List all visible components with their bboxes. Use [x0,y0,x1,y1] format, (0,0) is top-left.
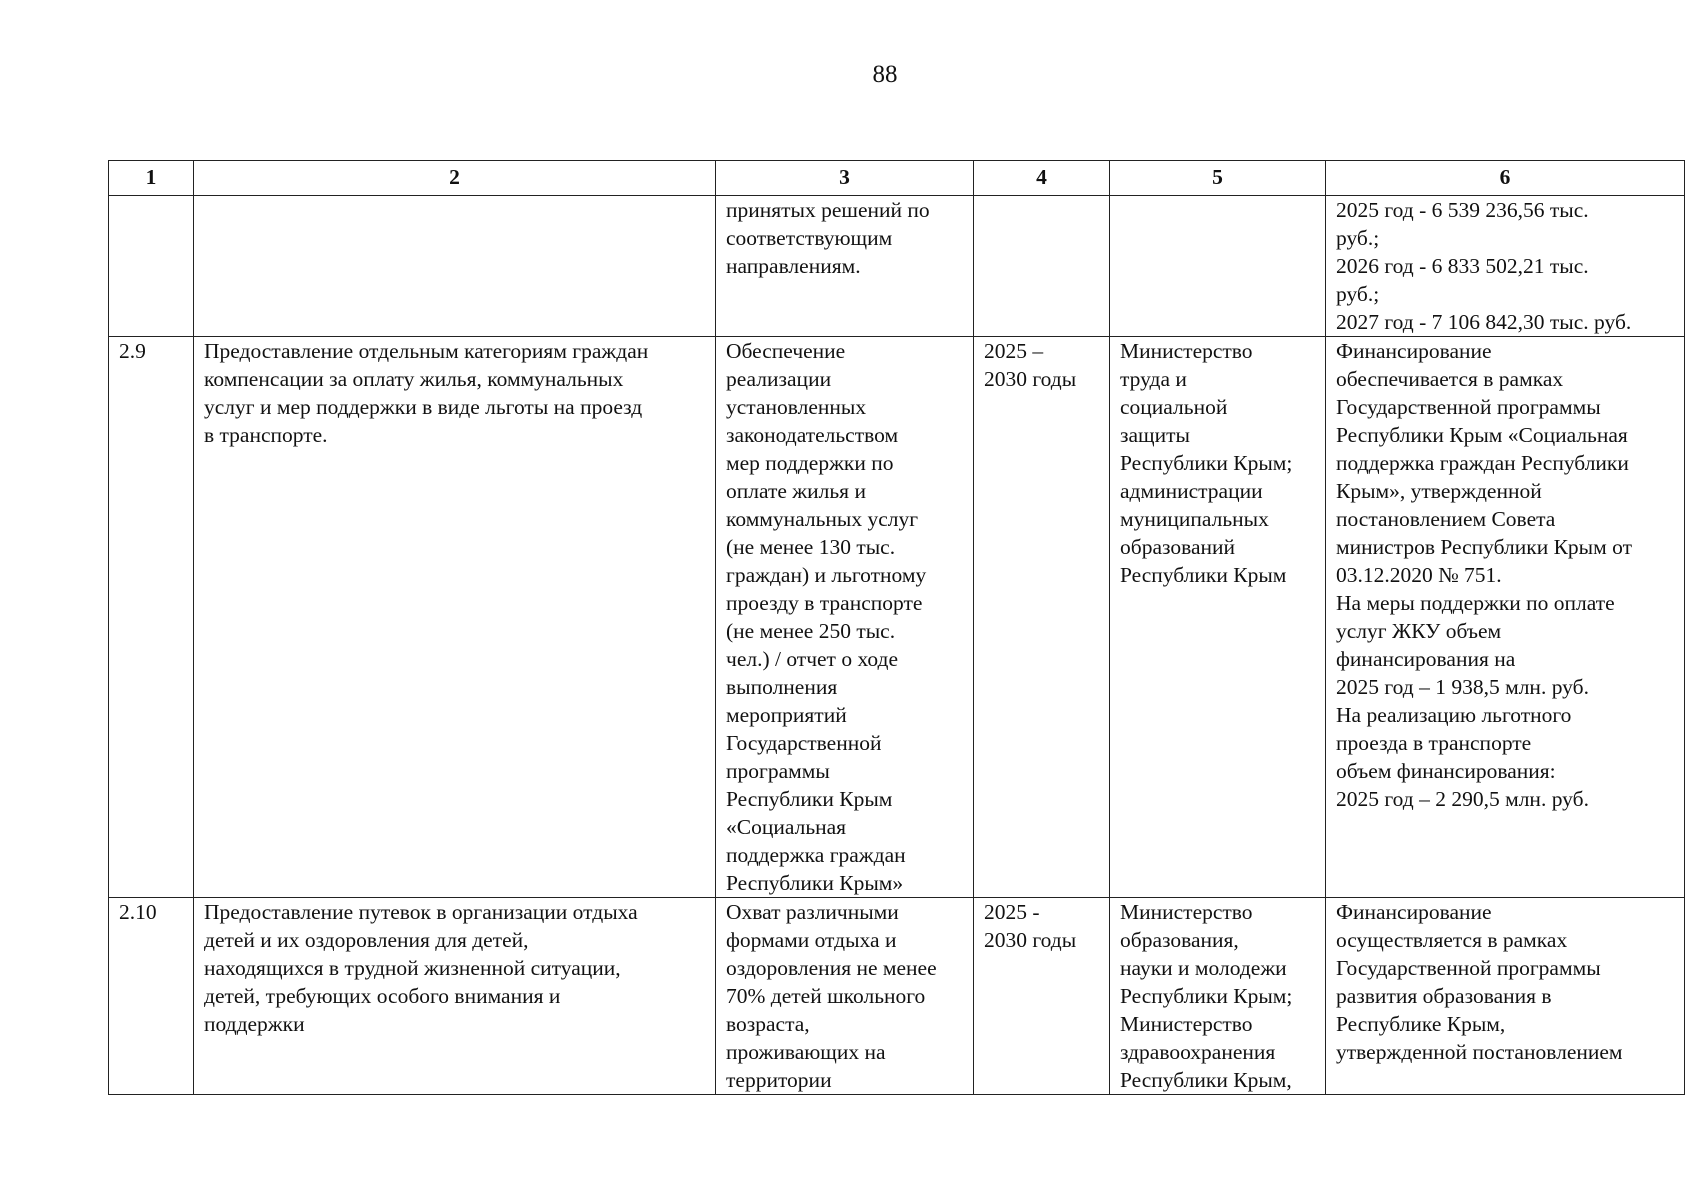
row-number [109,196,194,337]
financing-cell: 2025 год - 6 539 236,56 тыс. руб.; 2026 год - 6 833 502,21 тыс. руб.; 2027 год - 7 106 842,30 тыс. руб. [1326,196,1685,337]
executor-cell: Министерство образования, науки и молодежи Республики Крым; Министерство здравоохранения Республики Крым, [1110,898,1326,1095]
header-col-2: 2 [194,161,716,196]
header-row [109,161,1685,196]
header-col-4: 4 [974,161,1110,196]
executor-cell: Министерство труда и социальной защиты Республики Крым; администрации муниципальных образований Республики Крым [1110,337,1326,898]
header-col-6: 6 [1326,161,1685,196]
header-col-3: 3 [716,161,974,196]
header-col-5: 5 [1110,161,1326,196]
result-cell: Охват различными формами отдыха и оздоровления не менее 70% детей школьного возраста, проживающих на территории [716,898,974,1095]
activity-cell [194,196,716,337]
table-header [109,161,1685,196]
table-row [109,196,1685,337]
result-cell: Обеспечение реализации установленных законодательством мер поддержки по оплате жилья и коммунальных услуг (не менее 130 тыс. граждан) и льготному проезду в транспорте (не менее 250 тыс. чел.) / отчет о ходе выполнения мероприятий Государственной программы Республики Крым «Социальная поддержка граждан Республики Крым» [716,337,974,898]
row-number: 2.9 [109,337,194,898]
measures-table [108,160,1685,1095]
activity-cell: Предоставление путевок в организации отдыха детей и их оздоровления для детей, находящихся в трудной жизненной ситуации, детей, требующих особого внимания и поддержки [194,898,716,1095]
page-number: 88 [872,61,898,88]
period-cell: 2025 – 2030 годы [974,337,1110,898]
financing-cell: Финансирование обеспечивается в рамках Государственной программы Республики Крым «Социальная поддержка граждан Республики Крым», утвержденной постановлением Совета министров Республики Крым от 03.12.2020 № 751. На меры поддержки по оплате услуг ЖКУ объем финансирования на 2025 год – 1 938,5 млн. руб. На реализацию льготного проезда в транспорте объем финансирования: 2025 год – 2 290,5 млн. руб. [1326,337,1685,898]
row-number: 2.10 [109,898,194,1095]
result-cell: принятых решений по соответствующим направлениям. [716,196,974,337]
activity-cell: Предоставление отдельным категориям граждан компенсации за оплату жилья, коммунальных услуг и мер поддержки в виде льготы на проезд в транспорте. [194,337,716,898]
table-row [109,337,1685,898]
period-cell: 2025 - 2030 годы [974,898,1110,1095]
financing-cell: Финансирование осуществляется в рамках Государственной программы развития образования в Республике Крым, утвержденной постановлением [1326,898,1685,1095]
period-cell [974,196,1110,337]
header-col-1: 1 [109,161,194,196]
executor-cell [1110,196,1326,337]
table-row [109,898,1685,1095]
